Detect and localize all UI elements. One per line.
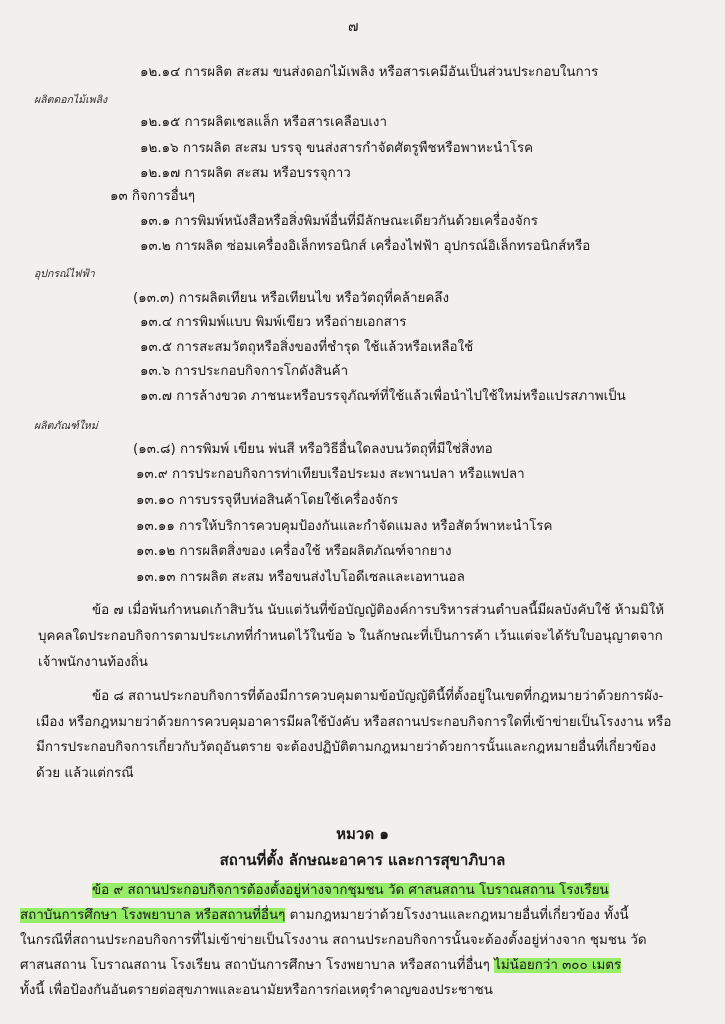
list-item: ๑๓.๑ การพิมพ์หนังสือหรือสิ่งพิมพ์อื่นที่มีลักษณะเดียวกันด้วยเครื่องจักร — [140, 214, 538, 229]
list-item: ๑๓.๒ การผลิต ซ่อมเครื่องอิเล็กทรอนิกส์ เครื่องไฟฟ้า อุปกรณ์อิเล็กทรอนิกส์หรือ — [140, 239, 591, 254]
clause-9-line — [20, 957, 621, 975]
list-item: ๑๓.๑๐ การบรรจุหีบห่อสินค้าโดยใช้เครื่องจักร — [136, 493, 399, 508]
list-item: ๑๓.๑๒ การผลิตสิ่งของ เครื่องใช้ หรือผลิตภัณฑ์จากยาง — [136, 544, 452, 559]
chapter-subtitle: สถานที่ตั้ง ลักษณะอาคาร และการสุขาภิบาล — [219, 851, 506, 869]
list-item: ๑๓.๗ การล้างขวด ภาชนะหรือบรรจุภัณฑ์ที่ใช้แล้วเพื่อนำไปใช้ใหม่หรือแปรสภาพเป็น — [140, 389, 626, 404]
list-item: (๑๓.๘) การพิมพ์ เขียน พ่นสี หรือวิธีอื่นใดลงบนวัตถุที่มีใช่สิ่งทอ — [133, 442, 493, 457]
list-item: ๑๓ กิจการอื่นๆ — [110, 189, 196, 204]
list-item: ๑๓.๕ การสะสมวัตถุหรือสิ่งของที่ชำรุด ใช้แล้วหรือเหลือใช้ — [140, 340, 474, 355]
clause-8-line: เมือง หรือกฎหมายว่าด้วยการควบคุมอาคารมีผลใช้บังคับ หรือสถานประกอบกิจการใดที่เข้าข่ายเป็นโรงงาน หรือ — [36, 715, 672, 730]
list-item: (๑๓.๓) การผลิตเทียน หรือเทียนไข หรือวัตถุที่คล้ายคลึง — [133, 291, 450, 306]
list-item: ๑๒.๑๔ การผลิต สะสม ขนส่งดอกไม้เพลิง หรือสารเคมีอันเป็นส่วนประกอบในการ — [140, 65, 599, 80]
list-item: ๑๒.๑๕ การผลิตเชลแล็ก หรือสารเคลือบเงา — [140, 115, 387, 130]
clause-9-line — [92, 882, 609, 900]
list-item: ๑๓.๙ การประกอบกิจการท่าเทียบเรือประมง สะพานปลา หรือแพปลา — [136, 467, 525, 482]
list-item: ๑๓.๔ การพิมพ์แบบ พิมพ์เขียว หรือถ่ายเอกสาร — [140, 315, 407, 330]
margin-note-fireworks: ผลิตดอกไม้เพลิง — [34, 94, 108, 106]
clause-7-line: ข้อ ๗ เมื่อพ้นกำหนดเก้าสิบวัน นับแต่วันที่ข้อบัญญัติองค์การบริหารส่วนตำบลนี้มีผลบังคับใช้ ห้ามมิให้ — [92, 603, 665, 618]
list-item: ๑๓.๖ การประกอบกิจการโกดังสินค้า — [140, 364, 349, 379]
page-number: ๗ — [348, 19, 359, 35]
highlighted-text: ข้อ ๙ สถานประกอบกิจการต้องตั้งอยู่ห่างจากชุมชน วัด ศาสนสถาน โบราณสถาน โรงเรียน — [92, 883, 609, 898]
clause-text: ตามกฎหมายว่าด้วยโรงงานและกฎหมายอื่นที่เกี่ยวข้อง ทั้งนี้ — [285, 908, 629, 923]
clause-7-line: บุคคลใดประกอบกิจการตามประเภทที่กำหนดไว้ในข้อ ๖ ในลักษณะที่เป็นการค้า เว้นแต่จะได้รับใบอนุญาตจาก — [38, 629, 663, 644]
list-item: ๑๒.๑๖ การผลิต สะสม บรรจุ ขนส่งสารกำจัดศัตรูพืชหรือพาหะนำโรค — [140, 141, 534, 156]
chapter-title: หมวด ๑ — [336, 825, 389, 843]
list-item: ๑๒.๑๗ การผลิต สะสม หรือบรรจุกาว — [140, 166, 351, 181]
margin-note-electrical: อุปกรณ์ไฟฟ้า — [34, 268, 95, 280]
highlighted-text: ไม่น้อยกว่า ๓๐๐ เมตร — [494, 958, 622, 973]
clause-7-line: เจ้าพนักงานท้องถิ่น — [38, 655, 148, 670]
clause-8-line: ข้อ ๘ สถานประกอบกิจการที่ต้องมีการควบคุมตามข้อบัญญัตินี้ที่ตั้งอยู่ในเขตที่กฎหมายว่าด้วยการผัง- — [92, 689, 664, 704]
clause-9-line: ทั้งนี้ เพื่อป้องกันอันตรายต่อสุขภาพและอนามัยหรือการก่อเหตุรำคาญของประชาชน — [20, 983, 493, 998]
clause-8-line: มีการประกอบกิจการเกี่ยวกับวัตถุอันตราย จะต้องปฏิบัติตามกฎหมายว่าด้วยการนั้นและกฎหมายอื่นที่เกี่ยวข้อง — [36, 740, 656, 755]
clause-9-line — [20, 907, 629, 925]
list-item: ๑๓.๑๓ การผลิต สะสม หรือขนส่งไบโอดีเซลและเอทานอล — [136, 570, 465, 585]
clause-9-line: ในกรณีที่สถานประกอบกิจการที่ไม่เข้าข่ายเป็นโรงงาน สถานประกอบกิจการนั้นจะต้องตั้งอยู่ห่างจาก ชุมชน วัด — [20, 933, 647, 948]
clause-8-line: ด้วย แล้วแต่กรณี — [36, 766, 134, 781]
margin-note-new-products: ผลิตภัณฑ์ใหม่ — [34, 420, 98, 432]
clause-text: ศาสนสถาน โบราณสถาน โรงเรียน สถาบันการศึกษา โรงพยาบาล หรือสถานที่อื่นๆ — [20, 958, 490, 973]
list-item: ๑๓.๑๑ การให้บริการควบคุมป้องกันและกำจัดแมลง หรือสัตว์พาหะนำโรค — [136, 519, 553, 534]
highlighted-text: สถาบันการศึกษา โรงพยาบาล หรือสถานที่อื่นๆ — [20, 908, 286, 923]
